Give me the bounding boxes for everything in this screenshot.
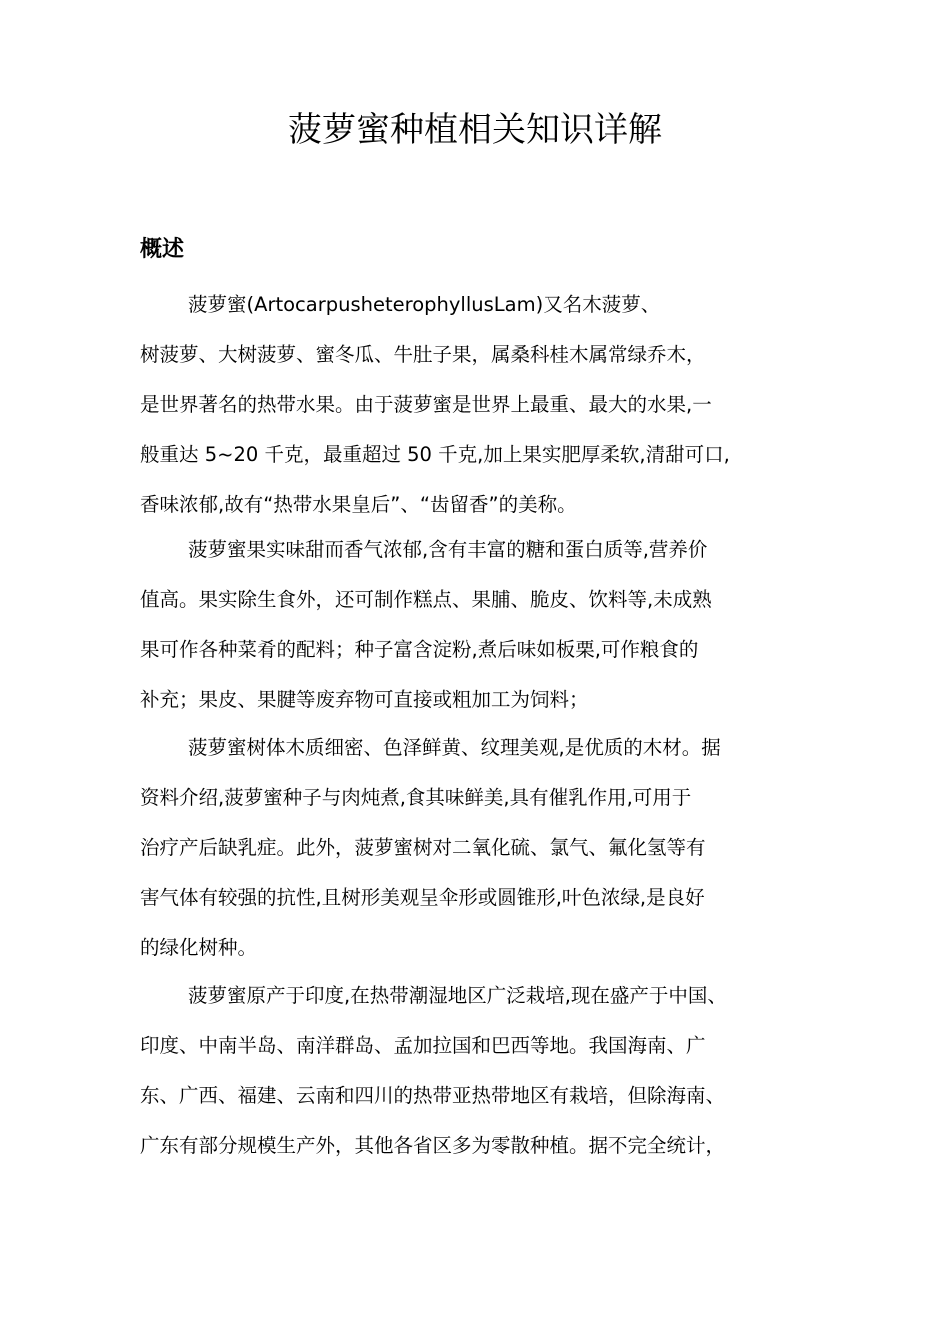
paragraph-line: 印度、中南半岛、南洋群岛、孟加拉国和巴西等地。我国海南、广 [140, 1034, 706, 1057]
paragraph-4 [140, 971, 830, 1171]
paragraph-line: 树菠萝、大树菠萝、蜜冬瓜、牛肚子果，属桑科桂木属常绿乔木， [140, 343, 706, 366]
paragraph-line: 菠萝蜜树体木质细密、色泽鲜黄、纹理美观,是优质的木材。据 [188, 736, 721, 759]
paragraph-line: 东、广西、福建、云南和四川的热带亚热带地区有栽培，但除海南、 [140, 1084, 726, 1107]
paragraph-line: 果可作各种菜肴的配料；种子富含淀粉,煮后味如板栗,可作粮食的 [140, 638, 699, 661]
paragraph-line: 补充；果皮、果腱等废弃物可直接或粗加工为饲料； [140, 688, 589, 711]
paragraph-line: 般重达 5~20 千克，最重超过 50 千克,加上果实肥厚柔软,清甜可口, [140, 443, 730, 466]
paragraph-line: 的绿化树种。 [140, 936, 258, 959]
paragraph-line: 香味浓郁,故有“热带水果皇后”、“齿留香”的美称。 [140, 493, 577, 516]
paragraph-line: 治疗产后缺乳症。此外，菠萝蜜树对二氧化硫、氯气、氟化氢等有 [140, 836, 706, 859]
section-heading-overview: 概述 [140, 237, 185, 262]
paragraph-line: 菠萝蜜(ArtocarpusheterophyllusLam)又名木菠萝、 [188, 293, 661, 316]
paragraph-line: 害气体有较强的抗性,且树形美观呈伞形或圆锥形,叶色浓绿,是良好 [140, 886, 705, 909]
paragraph-2 [140, 525, 830, 725]
paragraph-line: 菠萝蜜原产于印度,在热带潮湿地区广泛栽培,现在盛产于中国、 [188, 984, 727, 1007]
paragraph-line: 广东有部分规模生产外，其他各省区多为零散种植。据不完全统计， [140, 1134, 726, 1157]
paragraph-line: 是世界著名的热带水果。由于菠萝蜜是世界上最重、最大的水果,一 [140, 393, 712, 416]
paragraph-3 [140, 723, 830, 973]
paragraph-line: 资料介绍,菠萝蜜种子与肉炖煮,食其味鲜美,具有催乳作用,可用于 [140, 786, 692, 809]
paragraph-1 [140, 280, 830, 530]
paragraph-line: 菠萝蜜果实味甜而香气浓郁,含有丰富的糖和蛋白质等,营养价 [188, 538, 708, 561]
document-title: 菠萝蜜种植相关知识详解 [288, 110, 662, 150]
paragraph-line: 值高。果实除生食外，还可制作糕点、果脯、脆皮、饮料等,未成熟 [140, 588, 712, 611]
